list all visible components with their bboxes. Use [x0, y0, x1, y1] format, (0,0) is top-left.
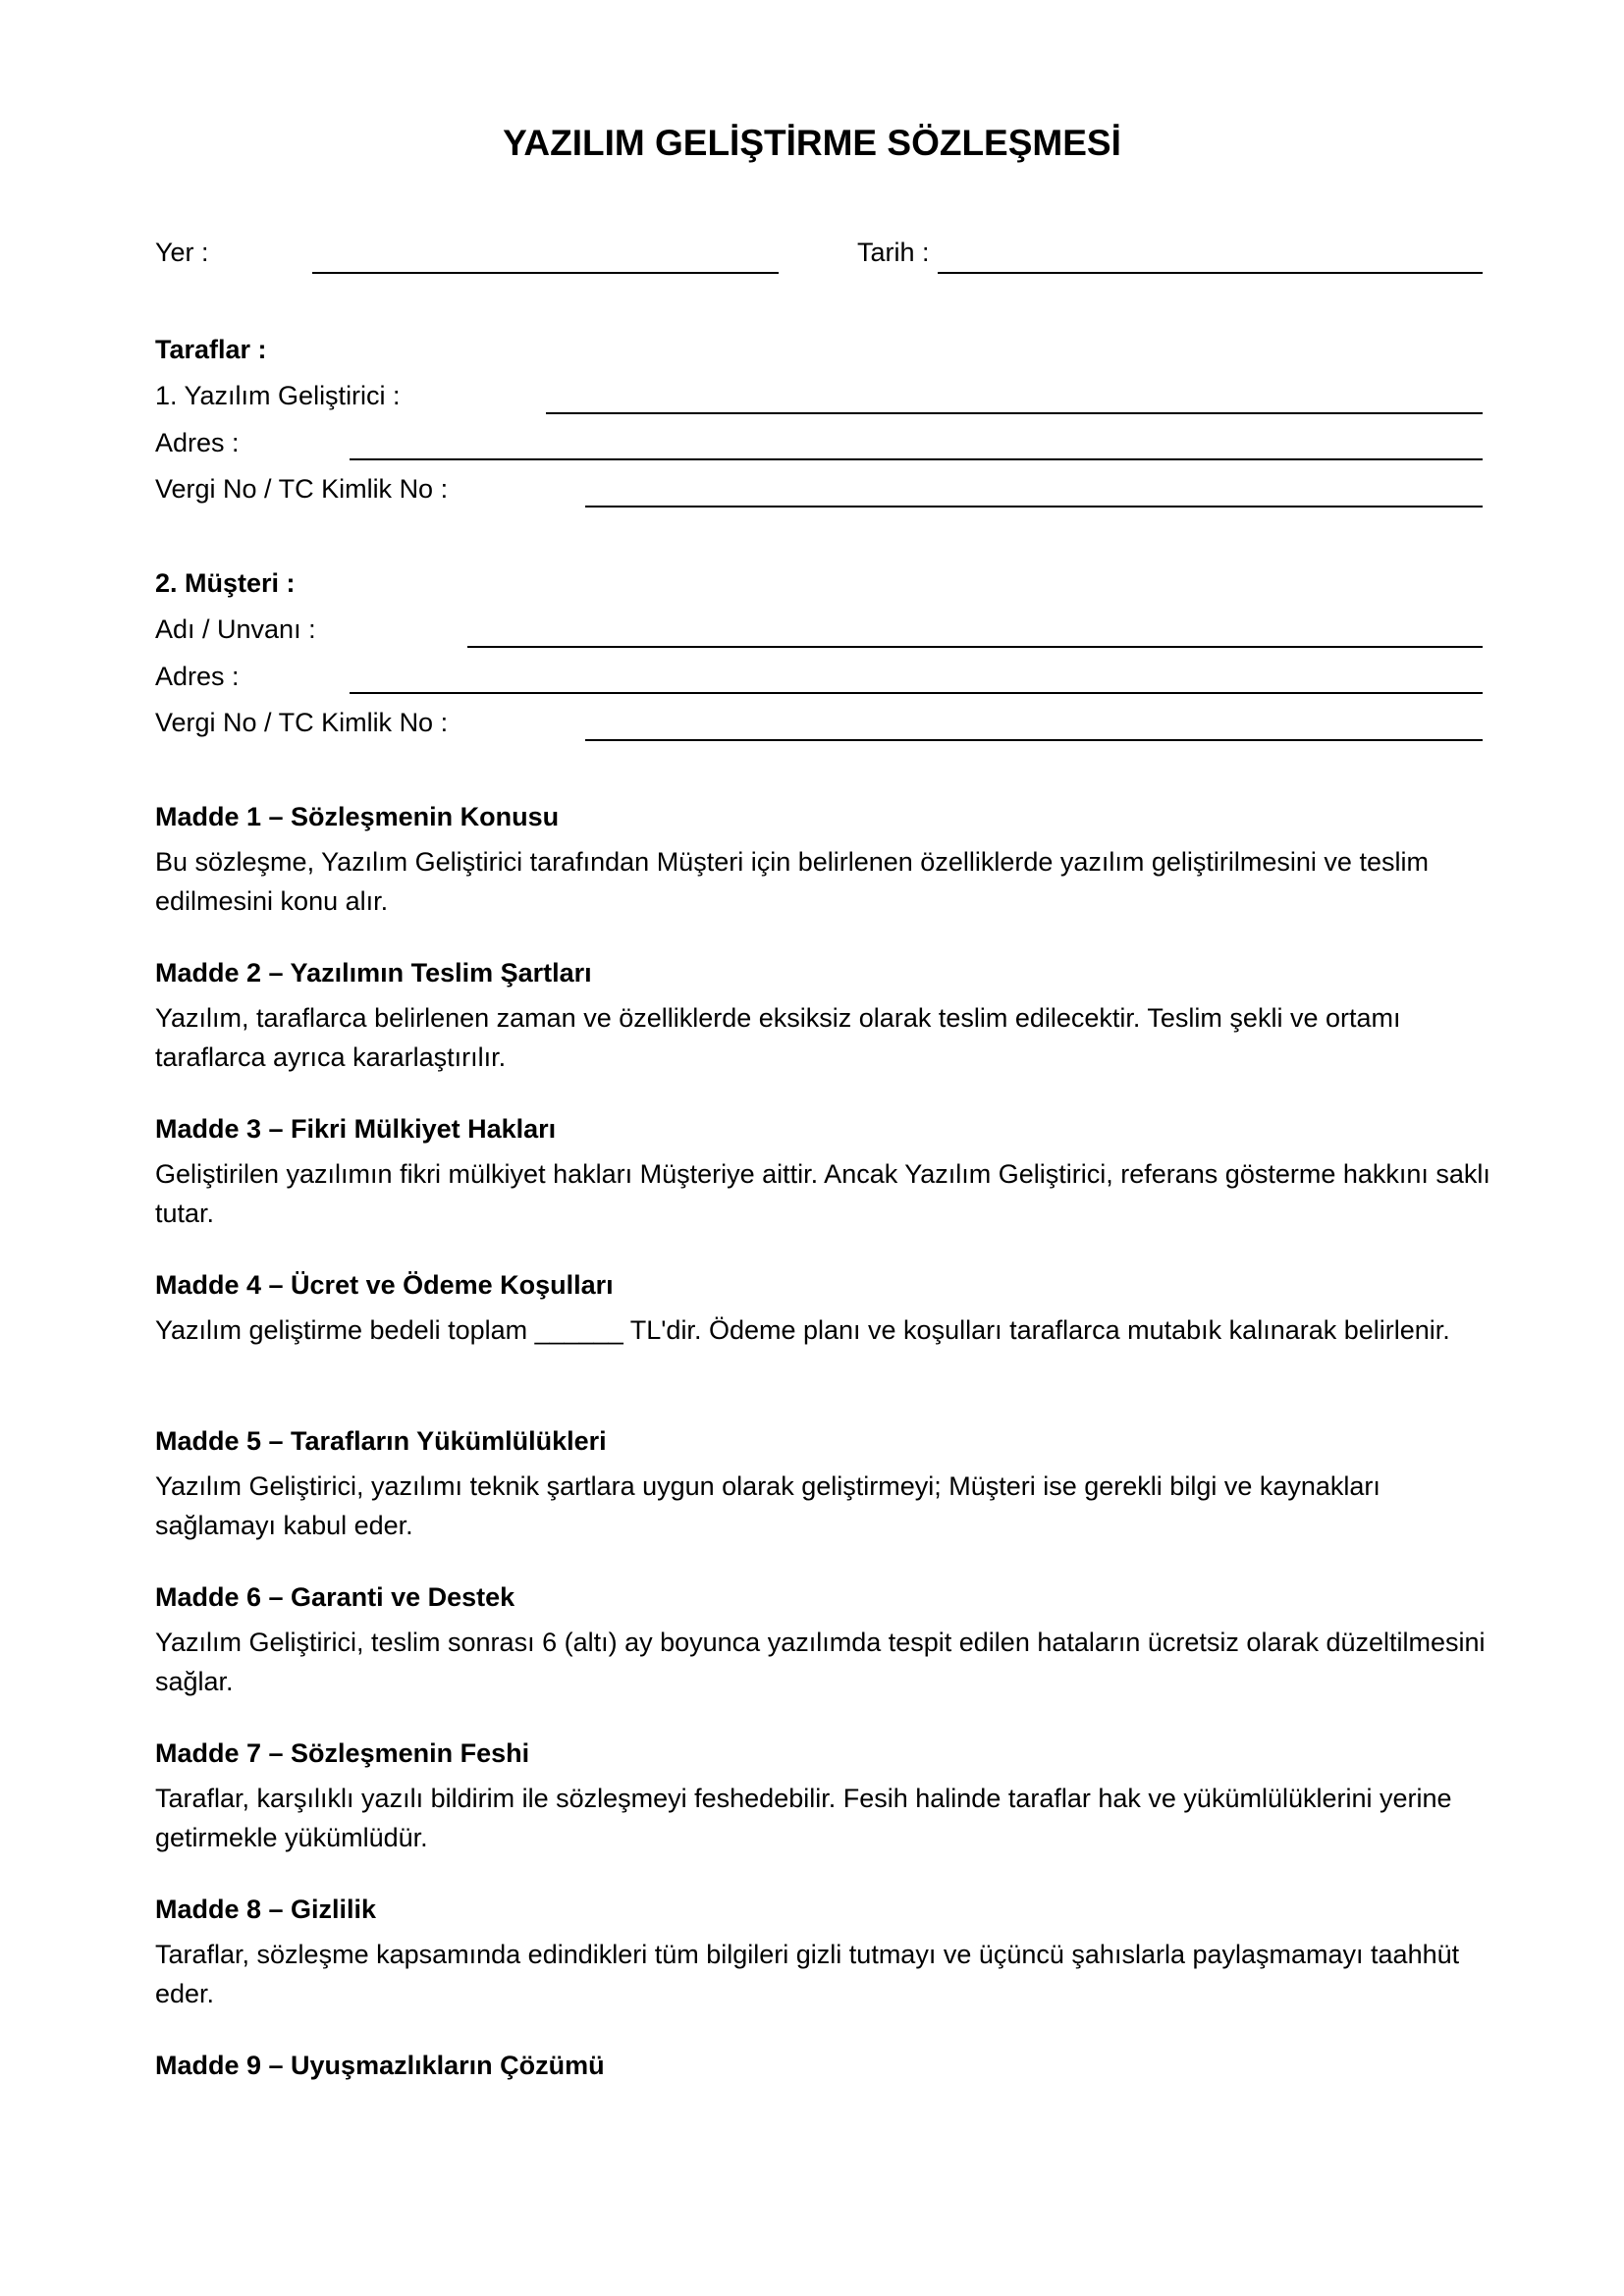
article-2-body: Yazılım, taraflarca belirlenen zaman ve özelliklerde eksiksiz olarak teslim edilecektir. Teslim şekli ve ortamı taraflarca ayrıca kararlaştırılır. — [155, 1003, 1401, 1072]
developer-name-field[interactable] — [546, 412, 1483, 414]
date-field[interactable] — [938, 272, 1483, 274]
article-3-heading: Madde 3 – Fikri Mülkiyet Hakları — [155, 1114, 557, 1144]
developer-tax-field[interactable] — [585, 506, 1483, 507]
customer-name-label: Adı / Unvanı : — [155, 614, 316, 644]
document-title: YAZILIM GELİŞTİRME SÖZLEŞMESİ — [503, 123, 1121, 163]
place-label: Yer : — [155, 238, 209, 267]
article-6-heading: Madde 6 – Garanti ve Destek — [155, 1582, 515, 1612]
article-5-heading: Madde 5 – Tarafların Yükümlülükleri — [155, 1426, 607, 1456]
customer-tax-label: Vergi No / TC Kimlik No : — [155, 708, 449, 737]
article-8-body: Taraflar, sözleşme kapsamında edindikleri tüm bilgileri gizli tutmayı ve üçüncü şahıslarla paylaşmamayı taahhüt eder. — [155, 1940, 1460, 2008]
article-3-body: Geliştirilen yazılımın fikri mülkiyet hakları Müşteriye aittir. Ancak Yazılım Geliştirici, referans gösterme hakkını saklı tutar. — [155, 1159, 1490, 1228]
article-4-heading: Madde 4 – Ücret ve Ödeme Koşulları — [155, 1270, 614, 1300]
parties-heading: Taraflar : — [155, 335, 267, 364]
article-5-body: Yazılım Geliştirici, yazılımı teknik şartlara uygun olarak geliştirmeyi; Müşteri ise gerekli bilgi ve kaynakları sağlamayı kabul eder. — [155, 1471, 1380, 1540]
article-1-heading: Madde 1 – Sözleşmenin Konusu — [155, 802, 560, 831]
developer-tax-label: Vergi No / TC Kimlik No : — [155, 474, 449, 504]
place-field[interactable] — [312, 272, 779, 274]
customer-heading: 2. Müşteri : — [155, 568, 296, 598]
article-9-heading: Madde 9 – Uyuşmazlıkların Çözümü — [155, 2051, 605, 2080]
article-2-heading: Madde 2 – Yazılımın Teslim Şartları — [155, 958, 592, 988]
customer-address-label: Adres : — [155, 662, 240, 691]
article-1-body: Bu sözleşme, Yazılım Geliştirici tarafından Müşteri için belirlenen özelliklerde yazılım geliştirilmesini ve teslim edilmesini konu alır. — [155, 847, 1429, 916]
developer-label: 1. Yazılım Geliştirici : — [155, 381, 401, 410]
customer-tax-field[interactable] — [585, 739, 1483, 741]
developer-address-field[interactable] — [350, 458, 1483, 460]
article-7-body: Taraflar, karşılıklı yazılı bildirim ile sözleşmeyi feshedebilir. Fesih halinde taraflar hak ve yükümlülüklerini yerine getirmekle yükümlüdür. — [155, 1784, 1452, 1852]
date-label: Tarih : — [857, 238, 930, 267]
article-4-body: Yazılım geliştirme bedeli toplam ______ TL'dir. Ödeme planı ve koşulları taraflarca mutabık kalınarak belirlenir. — [155, 1315, 1450, 1345]
developer-address-label: Adres : — [155, 428, 240, 457]
customer-name-field[interactable] — [467, 646, 1483, 648]
customer-address-field[interactable] — [350, 692, 1483, 694]
article-6-body: Yazılım Geliştirici, teslim sonrası 6 (altı) ay boyunca yazılımda tespit edilen hataların ücretsiz olarak düzeltilmesini sağlar. — [155, 1628, 1486, 1696]
article-8-heading: Madde 8 – Gizlilik — [155, 1895, 377, 1924]
article-7-heading: Madde 7 – Sözleşmenin Feshi — [155, 1738, 530, 1768]
